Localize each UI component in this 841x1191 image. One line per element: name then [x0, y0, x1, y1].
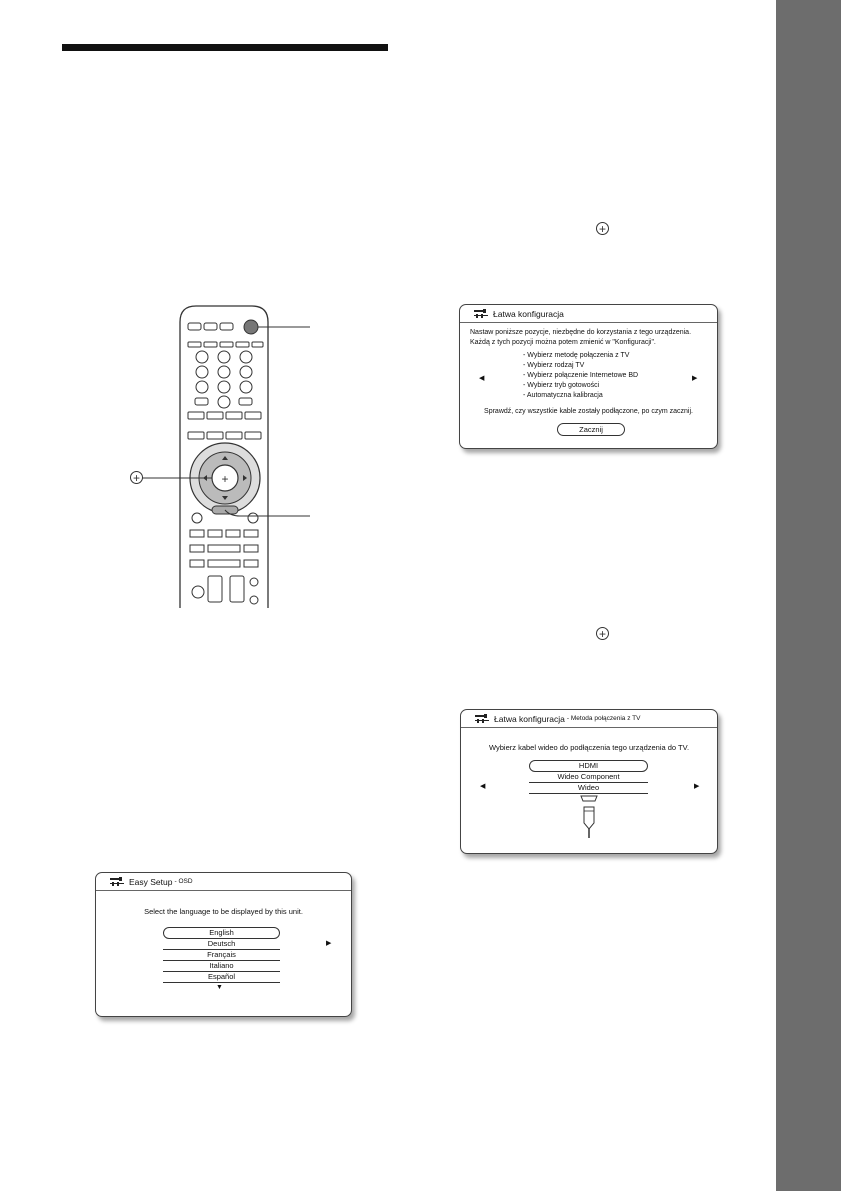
home-button[interactable]: [244, 320, 258, 334]
setup-item: - Wybierz połączenie Internetowe BD: [523, 372, 639, 379]
svg-text:+: +: [221, 472, 229, 486]
easy-setup-language-screen: [95, 872, 352, 1017]
setup-items-list: [523, 351, 638, 401]
connection-options: [529, 760, 648, 794]
setup-item: - Wybierz rodzaj TV: [523, 362, 585, 369]
connection-prompt: Wybierz kabel wideo do podłączenia tego urządzenia do TV.: [488, 743, 690, 752]
intro-line-2: Każdą z tych pozycji można potem zmienić w "Konfiguracji".: [470, 339, 656, 346]
right-arrow-icon[interactable]: ▶: [326, 940, 332, 947]
screen-title: Łatwa konfiguracja: [494, 713, 565, 724]
chapter-side-tab: [776, 0, 841, 1191]
section-title-rule: [62, 44, 388, 51]
easy-setup-start-screen: [459, 304, 718, 449]
screen-header: [461, 710, 717, 728]
language-option[interactable]: Français: [163, 950, 280, 961]
screen-subtitle: - Metoda połączenia z TV: [566, 715, 641, 722]
footer-note: Sprawdź, czy wszystkie kable zostały podłączone, po czym zacznij.: [484, 408, 693, 415]
language-option[interactable]: English: [163, 927, 280, 939]
language-list: [163, 927, 280, 983]
right-arrow-icon[interactable]: ▶: [694, 783, 700, 790]
language-prompt: Select the language to be displayed by this unit.: [144, 907, 303, 916]
setup-tools-icon: [475, 714, 489, 724]
setup-item: - Wybierz tryb gotowości: [523, 382, 600, 389]
language-option[interactable]: Deutsch: [163, 939, 280, 950]
setup-item: - Automatyczna kalibracja: [523, 392, 603, 399]
screen-subtitle: - OSD: [174, 878, 193, 885]
connection-option[interactable]: HDMI: [529, 760, 648, 772]
enter-button-callout-icon: +: [130, 471, 143, 484]
screen-header: [96, 873, 351, 891]
setup-item: - Wybierz metodę połączenia z TV: [523, 352, 630, 359]
right-arrow-icon[interactable]: ▶: [692, 375, 698, 382]
setup-tools-icon: [474, 309, 488, 319]
connection-option[interactable]: Wideo Component: [529, 772, 648, 783]
left-arrow-icon[interactable]: ◀: [479, 375, 485, 382]
enter-button-icon: +: [596, 222, 609, 235]
tv-connection-method-screen: [460, 709, 718, 854]
setup-tools-icon: [110, 877, 124, 887]
scroll-down-icon[interactable]: ▼: [216, 984, 223, 991]
start-button[interactable]: Zacznij: [557, 423, 625, 436]
intro-line-1: Nastaw poniższe pozycje, niezbędne do korzystania z tego urządzenia.: [470, 329, 692, 336]
language-option[interactable]: Italiano: [163, 961, 280, 972]
hdmi-cable-icon: [577, 795, 601, 839]
screen-title: Easy Setup: [129, 876, 173, 887]
screen-title: Łatwa konfiguracja: [493, 308, 564, 319]
remote-control-illustration: [100, 300, 330, 612]
enter-button-icon: +: [596, 627, 609, 640]
language-option[interactable]: Español: [163, 972, 280, 983]
screen-header: [460, 305, 717, 323]
left-arrow-icon[interactable]: ◀: [480, 783, 486, 790]
connection-option[interactable]: Wideo: [529, 783, 648, 794]
